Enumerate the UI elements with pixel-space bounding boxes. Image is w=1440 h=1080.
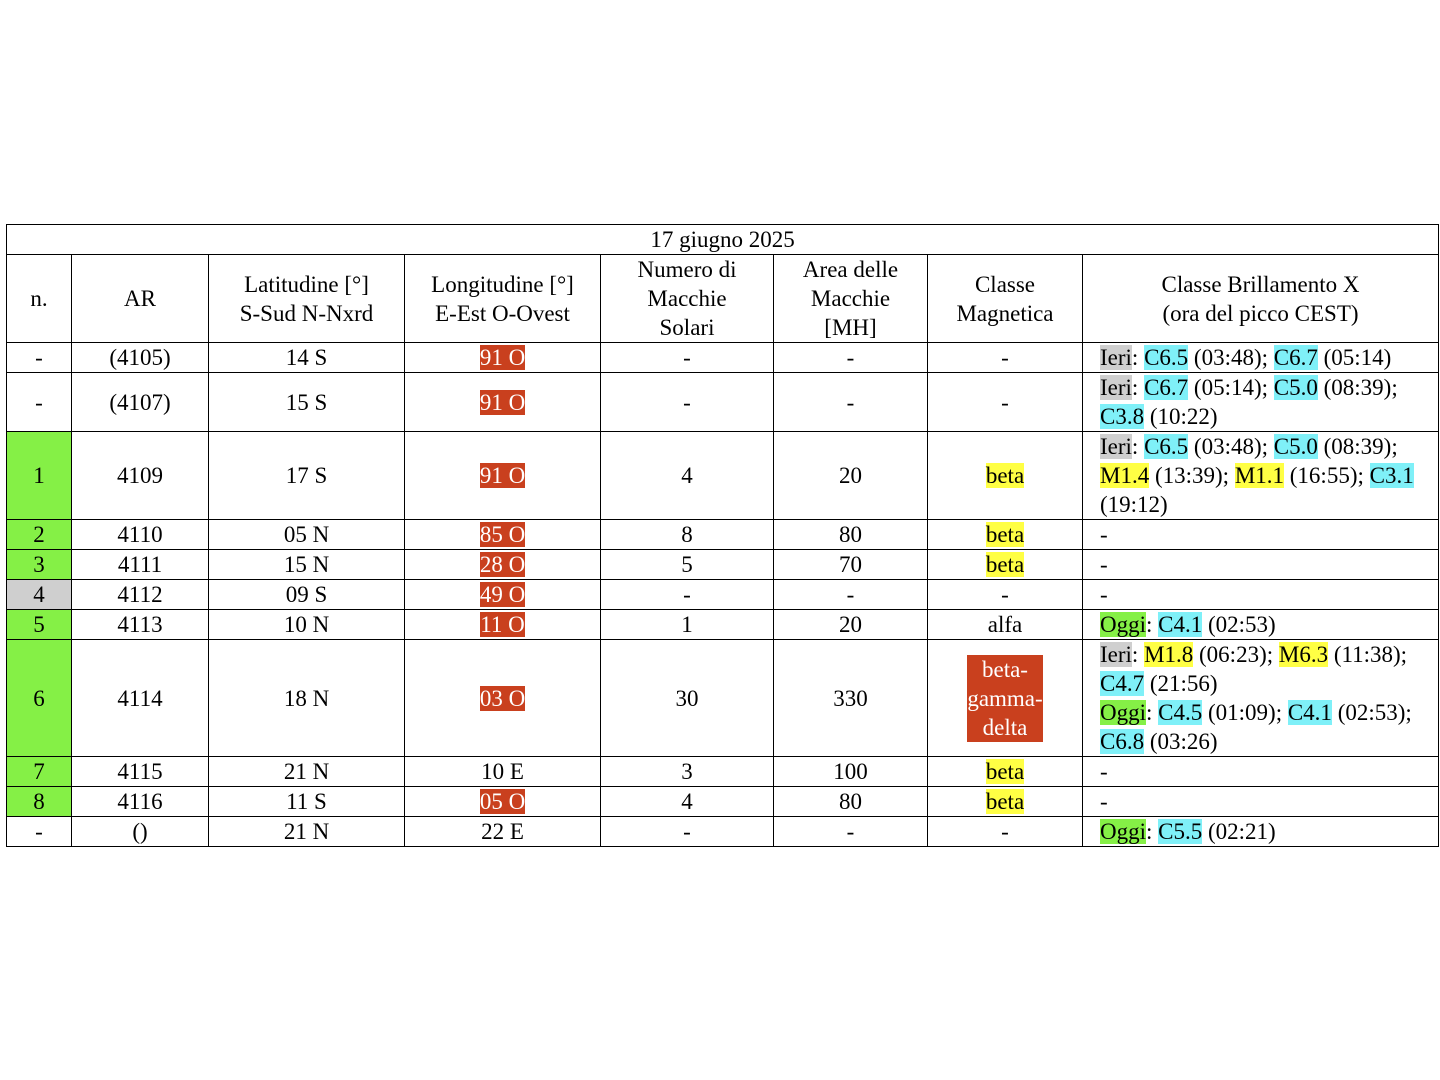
header-sunspot-area: Area delle Macchie [MH] [774,255,928,343]
latitude-value: 05 N [283,522,330,547]
flare-class: C6.7 [1144,375,1189,400]
active-region-id: (4105) [109,345,171,370]
cell-sunspot-area [774,610,928,640]
flare-text: (03:48); [1188,434,1274,459]
sunspot-count-value: 1 [681,612,693,637]
flare-day-label: Oggi [1100,700,1146,725]
sunspot-area-value: - [846,389,855,415]
sunspot-count-value: - [683,819,691,844]
flare-text: (03:26) [1144,729,1218,754]
cell-ar [72,787,209,817]
sunspot-count-value: - [683,389,691,415]
cell-ar [72,610,209,640]
latitude-value: 14 S [285,345,328,370]
flare-text: (02:21) [1202,819,1276,844]
sunspot-area-value: 80 [839,522,862,547]
cell-sunspot-count [601,640,774,757]
cell-sunspot-area [774,817,928,847]
cell-flares [1083,520,1439,550]
longitude-value: 28 O [479,552,526,577]
cell-n [7,550,72,580]
cell-sunspot-area [774,580,928,610]
flare-text: : [1146,612,1159,637]
longitude-value: 10 E [481,759,524,784]
flare-text: (05:14); [1188,375,1274,400]
cell-ar [72,757,209,787]
cell-flares [1083,610,1439,640]
header-latitude: Latitudine [°] S-Sud N-Nxrd [209,255,405,343]
flare-text: (02:53); [1331,700,1412,725]
solar-activity-table [6,224,1439,847]
cell-sunspot-count [601,817,774,847]
table-row [7,817,1439,847]
sunspot-area-value: 20 [839,463,862,488]
flare-text: (03:48); [1188,345,1274,370]
cell-sunspot-count [601,580,774,610]
flare-class: C4.1 [1158,612,1203,637]
cell-magnetic-class [928,520,1083,550]
sunspot-area-value: 100 [833,759,868,784]
longitude-value: 49 O [479,582,526,607]
active-region-id: () [132,819,148,844]
flare-day-label: Oggi [1100,819,1146,844]
region-number: 2 [33,522,45,547]
cell-sunspot-area [774,520,928,550]
cell-sunspot-area [774,550,928,580]
cell-longitude [405,787,601,817]
active-region-id: 4114 [117,685,163,711]
sunspot-area-value: - [846,582,855,607]
header-longitude: Longitudine [°] E-Est O-Ovest [405,255,601,343]
flare-text: : [1146,819,1159,844]
flare-text: : [1131,642,1145,667]
table-title: 17 giugno 2025 [7,225,1439,255]
cell-flares [1083,757,1439,787]
cell-n [7,373,72,432]
flare-day-label: Ieri [1100,345,1132,370]
sunspot-count-value: 4 [681,789,693,814]
flare-class: C6.8 [1100,729,1145,754]
sunspot-count-value: 5 [681,552,693,577]
longitude-value: 22 E [481,819,524,844]
active-region-id: 4109 [117,463,163,488]
active-region-id: 4116 [117,789,163,814]
active-region-id: 4110 [117,522,163,547]
cell-sunspot-count [601,520,774,550]
flare-text: (02:53) [1202,612,1276,637]
longitude-value: 85 O [479,522,526,547]
table-row [7,757,1439,787]
region-number: 8 [33,789,45,814]
cell-magnetic-class [928,757,1083,787]
cell-latitude [209,757,405,787]
flare-class: C6.5 [1144,434,1189,459]
cell-flares [1083,550,1439,580]
longitude-value: 05 O [479,789,526,814]
magnetic-class-value: - [1001,389,1009,415]
table-body [7,343,1439,847]
cell-longitude [405,580,601,610]
magnetic-class-line: delta [982,714,1028,740]
latitude-value: 21 N [283,759,330,784]
cell-longitude [405,817,601,847]
flare-text: (05:14) [1317,345,1392,370]
sunspot-count-value: 8 [681,522,693,547]
cell-ar [72,550,209,580]
active-region-id: 4115 [117,759,163,784]
cell-magnetic-class [928,640,1083,757]
active-region-id: 4112 [117,582,163,607]
flare-day-label: Ieri [1100,434,1132,459]
latitude-value: 10 N [283,612,330,637]
sunspot-count-value: - [683,582,691,607]
region-number: 1 [33,463,45,488]
cell-ar [72,432,209,520]
flare-text: : [1146,700,1159,725]
flare-text: : [1131,375,1145,400]
cell-sunspot-area [774,757,928,787]
flare-class: M1.8 [1144,642,1194,667]
latitude-value: 18 N [283,685,330,711]
region-number: 5 [33,612,45,637]
cell-n [7,640,72,757]
flare-class: C4.5 [1158,700,1203,725]
cell-sunspot-count [601,373,774,432]
latitude-value: 17 S [285,463,328,488]
flare-text: (19:12) [1100,492,1168,517]
cell-magnetic-class [928,787,1083,817]
flare-text: - [1100,759,1108,784]
cell-n [7,610,72,640]
region-number: 7 [33,759,45,784]
header-flare-class: Classe Brillamento X (ora del picco CEST) [1083,255,1439,343]
longitude-value: 91 O [479,345,526,370]
cell-magnetic-class [928,550,1083,580]
cell-latitude [209,432,405,520]
flare-class: C5.0 [1273,434,1318,459]
longitude-value: 11 O [480,612,525,637]
sunspot-area-value: 330 [833,685,868,711]
cell-flares [1083,580,1439,610]
magnetic-class-value: - [1001,345,1009,370]
cell-longitude [405,757,601,787]
latitude-value: 15 N [283,552,330,577]
cell-magnetic-class [928,373,1083,432]
flare-class: C4.7 [1100,671,1145,696]
region-number: - [35,389,43,415]
cell-flares [1083,787,1439,817]
cell-ar [72,640,209,757]
cell-sunspot-count [601,610,774,640]
latitude-value: 21 N [283,819,330,844]
cell-flares [1083,432,1439,520]
cell-latitude [209,580,405,610]
cell-longitude [405,610,601,640]
sunspot-area-value: 80 [839,789,862,814]
sunspot-area-value: 70 [839,552,862,577]
flare-day-label: Ieri [1100,375,1132,400]
cell-n [7,787,72,817]
table-row [7,520,1439,550]
flare-text: - [1100,552,1108,577]
cell-ar [72,817,209,847]
flare-text: - [1100,582,1108,607]
flare-class: C3.8 [1100,404,1145,429]
flare-class: C6.5 [1144,345,1189,370]
cell-latitude [209,640,405,757]
active-region-id: (4107) [109,389,171,415]
region-number: - [35,345,43,370]
flare-text: (11:38); [1328,642,1408,667]
magnetic-class-value: - [1001,582,1009,607]
cell-latitude [209,520,405,550]
flare-text: - [1100,789,1108,814]
cell-magnetic-class [928,610,1083,640]
magnetic-class-value: beta [985,463,1025,488]
cell-magnetic-class [928,343,1083,373]
sunspot-count-value: 30 [675,685,699,711]
header-n: n. [7,255,72,343]
cell-magnetic-class [928,580,1083,610]
header-magnetic-class: Classe Magnetica [928,255,1083,343]
flare-text: : [1131,345,1145,370]
flare-class: M1.4 [1100,463,1150,488]
cell-ar [72,580,209,610]
region-number: 3 [33,552,45,577]
flare-class: C4.1 [1287,700,1332,725]
flare-text: (08:39); [1317,375,1398,400]
table-row [7,373,1439,432]
cell-n [7,432,72,520]
cell-magnetic-class [928,817,1083,847]
cell-sunspot-area [774,640,928,757]
magnetic-class-value [967,655,1042,742]
cell-flares [1083,373,1439,432]
cell-longitude [405,550,601,580]
cell-longitude [405,520,601,550]
flare-class: C5.0 [1273,375,1318,400]
cell-latitude [209,343,405,373]
magnetic-class-line: beta- [982,656,1028,682]
table-row [7,580,1439,610]
table-row [7,432,1439,520]
active-region-id: 4111 [117,552,163,577]
header-ar: AR [72,255,209,343]
magnetic-class-value: beta [985,789,1025,814]
flare-text: (10:22) [1144,404,1218,429]
region-number: 4 [33,582,45,607]
cell-ar [72,520,209,550]
sunspot-area-value: - [846,345,855,370]
sunspot-area-value: - [846,819,855,844]
flare-text: (16:55); [1284,463,1370,488]
flare-text: - [1100,522,1108,547]
sunspot-area-value: 20 [839,612,862,637]
table-row [7,640,1439,757]
cell-n [7,757,72,787]
active-region-id: 4113 [117,612,163,637]
cell-sunspot-area [774,787,928,817]
flare-class: C3.1 [1369,463,1414,488]
cell-sunspot-count [601,787,774,817]
table-row [7,787,1439,817]
magnetic-class-value: - [1001,819,1009,844]
cell-latitude [209,550,405,580]
latitude-value: 15 S [285,389,328,415]
cell-n [7,817,72,847]
flare-class: M6.3 [1278,642,1329,667]
cell-flares [1083,343,1439,373]
flare-text: : [1131,434,1145,459]
cell-latitude [209,610,405,640]
cell-n [7,520,72,550]
cell-latitude [209,817,405,847]
flare-day-label: Oggi [1100,612,1146,637]
magnetic-class-value: alfa [987,612,1023,637]
magnetic-class-value: beta [985,759,1025,784]
flare-text: (13:39); [1149,463,1235,488]
cell-sunspot-count [601,432,774,520]
cell-longitude [405,343,601,373]
cell-ar [72,343,209,373]
header-sunspot-count: Numero di Macchie Solari [601,255,774,343]
region-number: 6 [33,685,45,711]
longitude-value: 03 O [479,685,526,711]
flare-text: (01:09); [1202,700,1288,725]
cell-magnetic-class [928,432,1083,520]
flare-class: M1.1 [1234,463,1285,488]
magnetic-class-value: beta [985,522,1025,547]
cell-n [7,580,72,610]
magnetic-class-line: gamma- [967,685,1043,711]
latitude-value: 09 S [285,582,328,607]
cell-flares [1083,640,1439,757]
cell-ar [72,373,209,432]
flare-day-label: Ieri [1100,642,1132,667]
magnetic-class-value: beta [985,552,1025,577]
cell-latitude [209,787,405,817]
flare-text: (21:56) [1144,671,1218,696]
longitude-value: 91 O [479,389,526,415]
cell-sunspot-count [601,757,774,787]
cell-longitude [405,640,601,757]
longitude-value: 91 O [479,463,526,488]
sunspot-count-value: 4 [681,463,693,488]
table-row [7,343,1439,373]
cell-longitude [405,432,601,520]
region-number: - [35,819,43,844]
cell-n [7,343,72,373]
cell-latitude [209,373,405,432]
cell-sunspot-area [774,432,928,520]
cell-flares [1083,817,1439,847]
flare-class: C6.7 [1273,345,1318,370]
flare-class: C5.5 [1158,819,1203,844]
cell-sunspot-count [601,550,774,580]
cell-sunspot-count [601,343,774,373]
latitude-value: 11 S [286,789,327,814]
sunspot-count-value: - [683,345,691,370]
cell-longitude [405,373,601,432]
flare-text: (06:23); [1193,642,1279,667]
table-row [7,610,1439,640]
flare-text: (08:39); [1317,434,1398,459]
sunspot-count-value: 3 [681,759,693,784]
table-row [7,550,1439,580]
cell-sunspot-area [774,343,928,373]
cell-sunspot-area [774,373,928,432]
